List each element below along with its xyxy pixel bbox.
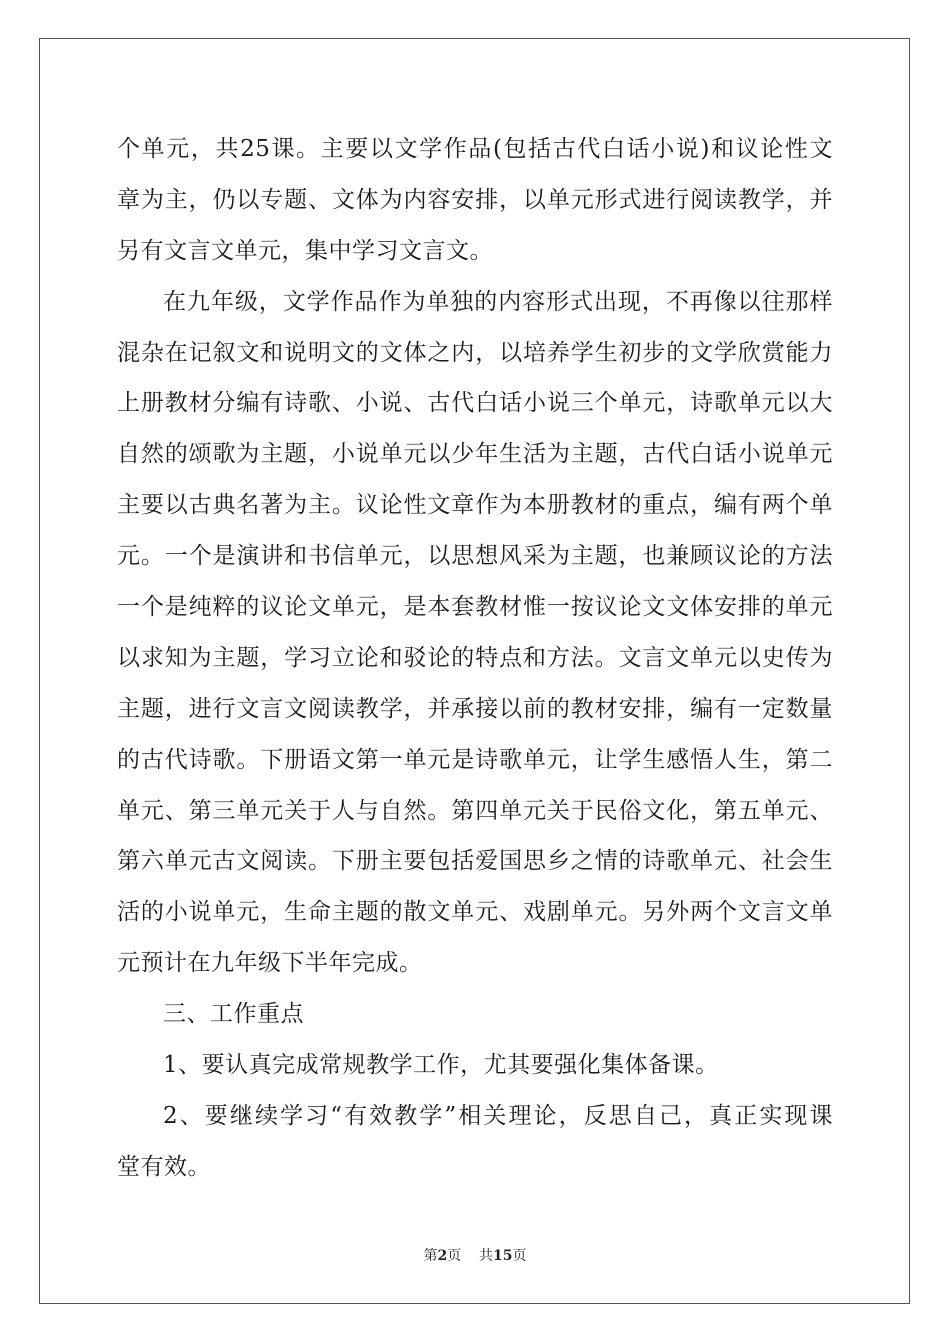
total-pages: 15: [493, 1248, 513, 1264]
text-line: 混杂在记叙文和说明文的文体之内，以培养学生初步的文学欣赏能力: [117, 339, 833, 366]
text-line: 堂有效。: [117, 1153, 211, 1180]
text-line: 自然的颂歌为主题，小说单元以少年生活为主题，古代白话小说单元: [117, 441, 833, 468]
text-line: 上册教材分编有诗歌、小说、古代白话小说三个单元，诗歌单元以大: [117, 390, 833, 417]
text-line: 主题，进行文言文阅读教学，并承接以前的教材安排，编有一定数量: [117, 695, 833, 722]
total-prefix: 共: [479, 1248, 494, 1264]
text-line: 个单元，共25课。主要以文学作品(包括古代白话小说)和议论性文: [117, 136, 833, 162]
text-line: 主要以古典名著为主。议论性文章作为本册教材的重点，编有两个单: [117, 492, 833, 519]
section-heading: 三、工作重点: [163, 1001, 304, 1028]
document-body: [117, 124, 833, 1193]
text-line: 第六单元古文阅读。下册主要包括爱国思乡之情的诗歌单元、社会生: [117, 848, 833, 875]
text-line: 章为主，仍以专题、文体为内容安排，以单元形式进行阅读教学，并: [117, 186, 833, 213]
text-line: 单元、第三单元关于人与自然。第四单元关于民俗文化，第五单元、: [117, 797, 833, 824]
list-item: 2、要继续学习“有效教学”相关理论，反思自己，真正实现课: [163, 1102, 833, 1129]
text-line: 另有文言文单元，集中学习文言文。: [117, 237, 493, 264]
text-line: 活的小说单元，生命主题的散文单元、戏剧单元。另外两个文言文单: [117, 899, 833, 926]
page-footer: [0, 1245, 950, 1265]
text-line: 一个是纯粹的议论文单元，是本套教材惟一按议论文文体安排的单元: [117, 594, 833, 621]
list-item: 1、要认真完成常规教学工作，尤其要强化集体备课。: [163, 1052, 719, 1079]
page-suffix: 页: [447, 1248, 462, 1264]
page-number: 2: [437, 1248, 448, 1264]
page-prefix: 第: [423, 1248, 438, 1264]
text-line: 在九年级，文学作品作为单独的内容形式出现，不再像以往那样: [163, 288, 833, 315]
text-line: 的古代诗歌。下册语文第一单元是诗歌单元，让学生感悟人生，第二: [117, 746, 833, 773]
text-line: 元。一个是演讲和书信单元，以思想风采为主题，也兼顾议论的方法: [117, 543, 833, 570]
text-line: 以求知为主题，学习立论和驳论的特点和方法。文言文单元以史传为: [117, 644, 833, 671]
total-suffix: 页: [512, 1248, 527, 1264]
text-line: 元预计在九年级下半年完成。: [117, 950, 423, 977]
